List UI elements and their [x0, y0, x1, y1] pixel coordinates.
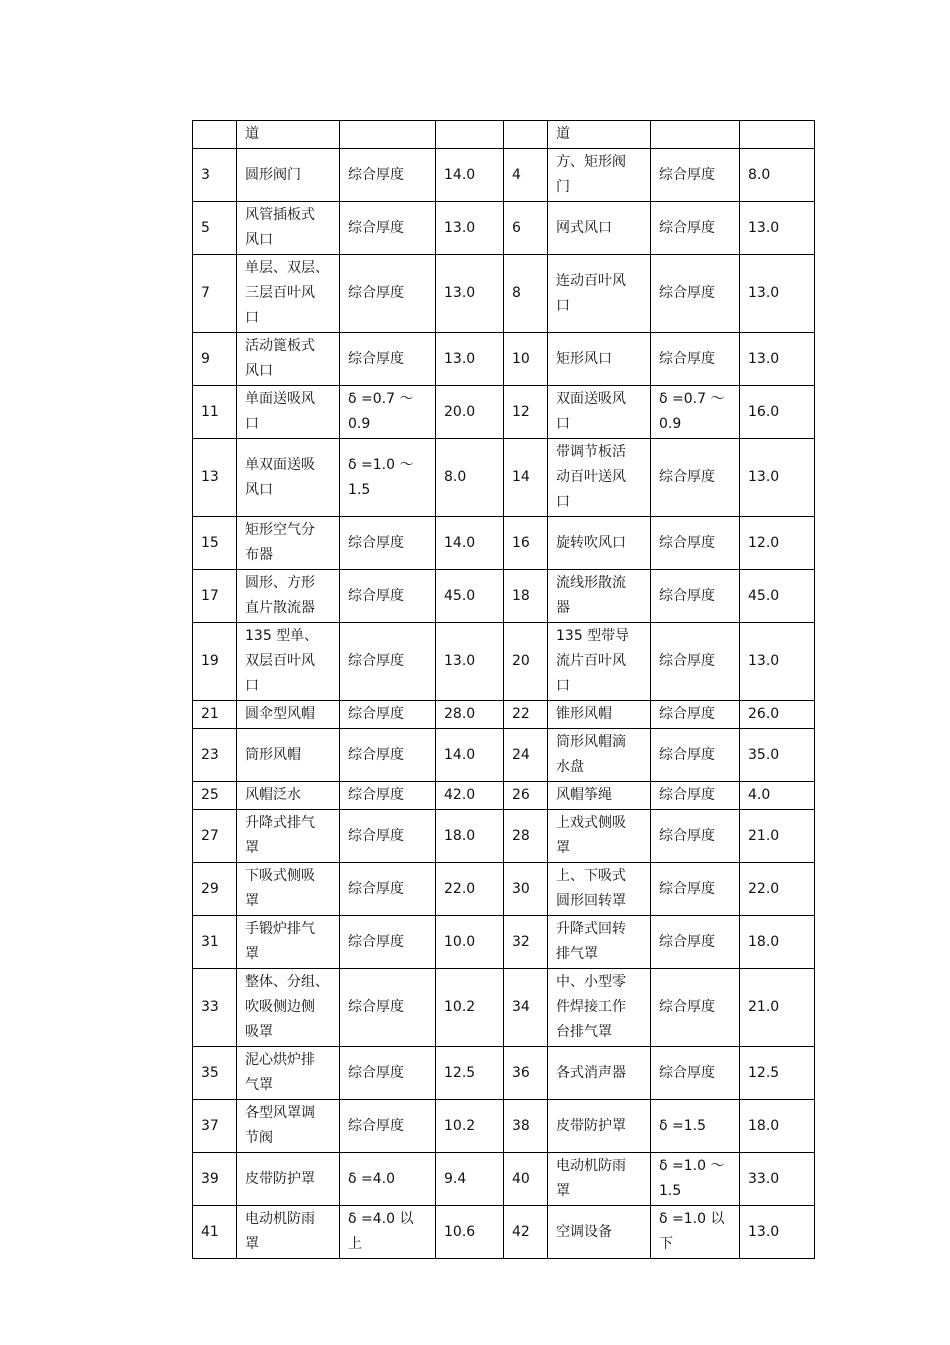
item-no-cell: 11 — [193, 386, 237, 439]
item-name-cell: 各型风罩调 节阀 — [237, 1100, 340, 1153]
item-no-cell: 9 — [193, 333, 237, 386]
item-name-cell: 下吸式侧吸 罩 — [237, 863, 340, 916]
item-name-cell: 中、小型零 件焊接工作 台排气罩 — [548, 969, 651, 1047]
spec-cell: 综合厚度 — [651, 255, 740, 333]
value-cell — [436, 121, 504, 149]
item-name-cell: 圆形、方形 直片散流器 — [237, 570, 340, 623]
item-no-cell: 19 — [193, 623, 237, 701]
spec-cell: 综合厚度 — [340, 623, 436, 701]
item-name-cell: 道 — [237, 121, 340, 149]
item-no-cell: 36 — [504, 1047, 548, 1100]
table-row — [193, 1047, 815, 1100]
item-name-cell: 皮带防护罩 — [237, 1153, 340, 1206]
spec-cell: 综合厚度 — [340, 969, 436, 1047]
table-row — [193, 863, 815, 916]
table-row — [193, 386, 815, 439]
item-no-cell: 25 — [193, 782, 237, 810]
value-cell: 13.0 — [436, 333, 504, 386]
item-no-cell: 7 — [193, 255, 237, 333]
value-cell: 4.0 — [740, 782, 815, 810]
value-cell: 35.0 — [740, 729, 815, 782]
value-cell: 12.0 — [740, 517, 815, 570]
item-name-cell: 网式风口 — [548, 202, 651, 255]
item-no-cell: 5 — [193, 202, 237, 255]
table-row — [193, 810, 815, 863]
spec-cell: δ =4.0 以 上 — [340, 1206, 436, 1259]
item-no-cell: 42 — [504, 1206, 548, 1259]
item-name-cell: 上戏式侧吸 罩 — [548, 810, 651, 863]
item-name-cell: 道 — [548, 121, 651, 149]
value-cell: 26.0 — [740, 701, 815, 729]
value-cell: 16.0 — [740, 386, 815, 439]
item-no-cell: 35 — [193, 1047, 237, 1100]
item-name-cell: 整体、分组、 吹吸侧边侧 吸罩 — [237, 969, 340, 1047]
spec-cell: 综合厚度 — [651, 916, 740, 969]
spec-cell: 综合厚度 — [340, 333, 436, 386]
spec-cell: 综合厚度 — [340, 1100, 436, 1153]
item-name-cell: 单双面送吸 风口 — [237, 439, 340, 517]
table-row — [193, 701, 815, 729]
item-name-cell: 135 型单、 双层百叶风 口 — [237, 623, 340, 701]
item-no-cell — [504, 121, 548, 149]
item-name-cell: 单面送吸风 口 — [237, 386, 340, 439]
value-cell: 18.0 — [740, 1100, 815, 1153]
spec-cell — [651, 121, 740, 149]
spec-cell: 综合厚度 — [340, 916, 436, 969]
spec-cell: 综合厚度 — [651, 782, 740, 810]
item-no-cell: 20 — [504, 623, 548, 701]
spec-cell: 综合厚度 — [340, 701, 436, 729]
table-row — [193, 1153, 815, 1206]
item-name-cell: 风帽泛水 — [237, 782, 340, 810]
spec-cell: δ =1.0 ～ 1.5 — [651, 1153, 740, 1206]
table-row — [193, 517, 815, 570]
table-row — [193, 570, 815, 623]
value-cell: 13.0 — [740, 333, 815, 386]
spec-cell: δ =1.0 以 下 — [651, 1206, 740, 1259]
spec-cell: 综合厚度 — [340, 810, 436, 863]
value-cell: 12.5 — [436, 1047, 504, 1100]
item-name-cell: 升降式排气 罩 — [237, 810, 340, 863]
item-name-cell: 单层、双层、 三层百叶风 口 — [237, 255, 340, 333]
item-no-cell: 10 — [504, 333, 548, 386]
table-row — [193, 121, 815, 149]
item-no-cell: 27 — [193, 810, 237, 863]
spec-cell: 综合厚度 — [651, 623, 740, 701]
item-name-cell: 圆形阀门 — [237, 149, 340, 202]
value-cell: 10.6 — [436, 1206, 504, 1259]
item-no-cell: 33 — [193, 969, 237, 1047]
spec-cell: 综合厚度 — [651, 701, 740, 729]
value-cell: 13.0 — [436, 623, 504, 701]
item-name-cell: 泥心烘炉排 气罩 — [237, 1047, 340, 1100]
item-no-cell: 21 — [193, 701, 237, 729]
spec-cell: 综合厚度 — [651, 1047, 740, 1100]
item-name-cell: 方、矩形阀 门 — [548, 149, 651, 202]
item-name-cell: 矩形风口 — [548, 333, 651, 386]
item-name-cell: 锥形风帽 — [548, 701, 651, 729]
value-cell: 9.4 — [436, 1153, 504, 1206]
table-row — [193, 149, 815, 202]
item-name-cell: 筒形风帽滴 水盘 — [548, 729, 651, 782]
item-name-cell: 电动机防雨 罩 — [548, 1153, 651, 1206]
value-cell: 45.0 — [740, 570, 815, 623]
value-cell — [740, 121, 815, 149]
value-cell: 28.0 — [436, 701, 504, 729]
spec-cell: 综合厚度 — [651, 570, 740, 623]
table-row — [193, 782, 815, 810]
value-cell: 13.0 — [436, 202, 504, 255]
spec-cell: 综合厚度 — [651, 333, 740, 386]
item-no-cell: 12 — [504, 386, 548, 439]
value-cell: 10.2 — [436, 1100, 504, 1153]
item-name-cell: 风管插板式 风口 — [237, 202, 340, 255]
item-no-cell: 40 — [504, 1153, 548, 1206]
material-table — [192, 120, 815, 1259]
spec-cell: 综合厚度 — [651, 149, 740, 202]
item-no-cell: 23 — [193, 729, 237, 782]
item-name-cell: 活动篦板式 风口 — [237, 333, 340, 386]
spec-cell: δ =1.0 ～ 1.5 — [340, 439, 436, 517]
spec-cell: δ =0.7 ～ 0.9 — [651, 386, 740, 439]
item-no-cell: 26 — [504, 782, 548, 810]
item-no-cell: 13 — [193, 439, 237, 517]
table-row — [193, 439, 815, 517]
item-name-cell: 矩形空气分 布器 — [237, 517, 340, 570]
item-no-cell: 24 — [504, 729, 548, 782]
table-row — [193, 255, 815, 333]
value-cell: 21.0 — [740, 969, 815, 1047]
value-cell: 8.0 — [436, 439, 504, 517]
item-name-cell: 各式消声器 — [548, 1047, 651, 1100]
spec-cell: δ =1.5 — [651, 1100, 740, 1153]
item-no-cell: 34 — [504, 969, 548, 1047]
item-name-cell: 电动机防雨 罩 — [237, 1206, 340, 1259]
spec-cell: 综合厚度 — [340, 782, 436, 810]
item-no-cell: 4 — [504, 149, 548, 202]
item-no-cell: 17 — [193, 570, 237, 623]
item-no-cell: 31 — [193, 916, 237, 969]
spec-cell: 综合厚度 — [651, 202, 740, 255]
spec-cell: 综合厚度 — [651, 439, 740, 517]
item-no-cell: 37 — [193, 1100, 237, 1153]
value-cell: 10.2 — [436, 969, 504, 1047]
table-row — [193, 916, 815, 969]
item-no-cell: 6 — [504, 202, 548, 255]
value-cell: 13.0 — [436, 255, 504, 333]
item-name-cell: 旋转吹风口 — [548, 517, 651, 570]
item-no-cell: 8 — [504, 255, 548, 333]
item-name-cell: 连动百叶风 口 — [548, 255, 651, 333]
item-no-cell: 32 — [504, 916, 548, 969]
value-cell: 42.0 — [436, 782, 504, 810]
value-cell: 13.0 — [740, 439, 815, 517]
value-cell: 21.0 — [740, 810, 815, 863]
item-no-cell: 14 — [504, 439, 548, 517]
item-no-cell — [193, 121, 237, 149]
spec-cell: 综合厚度 — [340, 202, 436, 255]
item-no-cell: 22 — [504, 701, 548, 729]
spec-cell — [340, 121, 436, 149]
value-cell: 18.0 — [740, 916, 815, 969]
item-name-cell: 升降式回转 排气罩 — [548, 916, 651, 969]
item-name-cell: 空调设备 — [548, 1206, 651, 1259]
spec-cell: 综合厚度 — [651, 863, 740, 916]
item-name-cell: 双面送吸风 口 — [548, 386, 651, 439]
value-cell: 13.0 — [740, 623, 815, 701]
table-row — [193, 969, 815, 1047]
spec-cell: δ =4.0 — [340, 1153, 436, 1206]
item-no-cell: 18 — [504, 570, 548, 623]
spec-cell: 综合厚度 — [651, 729, 740, 782]
item-name-cell: 皮带防护罩 — [548, 1100, 651, 1153]
item-name-cell: 带调节板活 动百叶送风 口 — [548, 439, 651, 517]
item-name-cell: 手锻炉排气 罩 — [237, 916, 340, 969]
value-cell: 13.0 — [740, 202, 815, 255]
item-no-cell: 29 — [193, 863, 237, 916]
spec-cell: 综合厚度 — [651, 517, 740, 570]
spec-cell: 综合厚度 — [340, 517, 436, 570]
value-cell: 14.0 — [436, 729, 504, 782]
spec-cell: 综合厚度 — [651, 969, 740, 1047]
item-name-cell: 上、下吸式 圆形回转罩 — [548, 863, 651, 916]
item-name-cell: 筒形风帽 — [237, 729, 340, 782]
spec-cell: 综合厚度 — [340, 570, 436, 623]
item-no-cell: 30 — [504, 863, 548, 916]
item-no-cell: 38 — [504, 1100, 548, 1153]
spec-cell: 综合厚度 — [340, 149, 436, 202]
value-cell: 12.5 — [740, 1047, 815, 1100]
value-cell: 10.0 — [436, 916, 504, 969]
value-cell: 13.0 — [740, 255, 815, 333]
spec-cell: δ =0.7 ～ 0.9 — [340, 386, 436, 439]
item-name-cell: 135 型带导 流片百叶风 口 — [548, 623, 651, 701]
table-row — [193, 623, 815, 701]
value-cell: 8.0 — [740, 149, 815, 202]
item-no-cell: 15 — [193, 517, 237, 570]
value-cell: 14.0 — [436, 149, 504, 202]
value-cell: 18.0 — [436, 810, 504, 863]
item-name-cell: 圆伞型风帽 — [237, 701, 340, 729]
item-no-cell: 39 — [193, 1153, 237, 1206]
value-cell: 22.0 — [436, 863, 504, 916]
value-cell: 22.0 — [740, 863, 815, 916]
value-cell: 14.0 — [436, 517, 504, 570]
table-row — [193, 1100, 815, 1153]
value-cell: 13.0 — [740, 1206, 815, 1259]
table-row — [193, 333, 815, 386]
item-no-cell: 41 — [193, 1206, 237, 1259]
value-cell: 33.0 — [740, 1153, 815, 1206]
value-cell: 20.0 — [436, 386, 504, 439]
spec-cell: 综合厚度 — [340, 255, 436, 333]
item-no-cell: 16 — [504, 517, 548, 570]
spec-cell: 综合厚度 — [340, 729, 436, 782]
table-row — [193, 1206, 815, 1259]
spec-cell: 综合厚度 — [340, 1047, 436, 1100]
value-cell: 45.0 — [436, 570, 504, 623]
spec-cell: 综合厚度 — [340, 863, 436, 916]
table-row — [193, 729, 815, 782]
item-name-cell: 风帽筝绳 — [548, 782, 651, 810]
item-no-cell: 28 — [504, 810, 548, 863]
item-no-cell: 3 — [193, 149, 237, 202]
table-row — [193, 202, 815, 255]
spec-cell: 综合厚度 — [651, 810, 740, 863]
item-name-cell: 流线形散流 器 — [548, 570, 651, 623]
